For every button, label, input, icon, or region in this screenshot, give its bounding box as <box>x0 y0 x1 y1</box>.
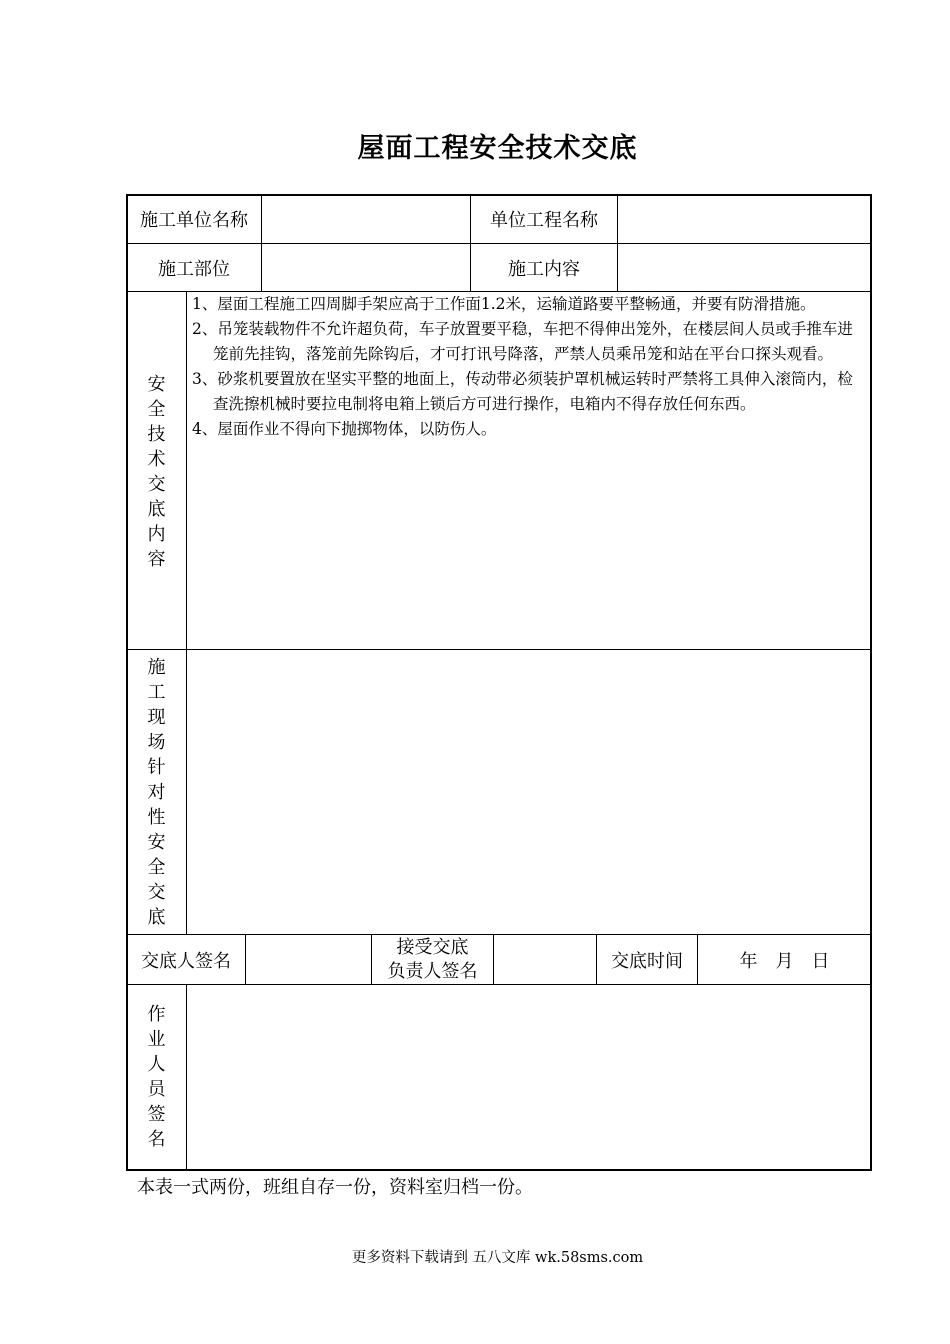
receiver-signature-field[interactable] <box>494 935 596 984</box>
document-title: 屋面工程安全技术交底 <box>357 133 638 164</box>
unit-name-field[interactable] <box>262 195 470 243</box>
safety-item: 2、吊笼装载物件不允许超负荷，车子放置要平稳，车把不得伸出笼外，在楼层间人员或手推车进笼前先挂钩，落笼前先除钩后，才可打讯号降落，严禁人员乘吊笼和站在平台口探头观看。 <box>192 320 853 363</box>
page-footer: 更多资料下载请到 五八文库 wk.58sms.com <box>351 1250 644 1266</box>
project-name-field[interactable] <box>618 195 871 243</box>
project-name-label: 单位工程名称 <box>490 210 598 231</box>
presenter-signature-field[interactable] <box>246 935 371 984</box>
location-label: 施工部位 <box>158 258 230 280</box>
presenter-signature-label: 交底人签名 <box>141 950 231 972</box>
safety-item: 4、屋面作业不得向下抛掷物体，以防伤人。 <box>192 420 497 438</box>
safety-content-label: 安全技术交底内容 <box>147 374 166 570</box>
workers-signature-field[interactable] <box>187 985 871 1170</box>
site-specific-field[interactable] <box>187 650 871 934</box>
form-note: 本表一式两份，班组自存一份，资料室归档一份。 <box>137 1177 533 1198</box>
safety-item: 1、屋面工程施工四周脚手架应高于工作面1.2米，运输道路要平整畅通，并要有防滑措施。 <box>192 295 816 313</box>
safety-item: 3、砂浆机要置放在坚实平整的地面上，传动带必须装护罩机械运转时严禁将工具伸入滚筒内，检查洗擦机械时要拉电制将电箱上锁后方可进行操作，电箱内不得存放任何东西。 <box>192 370 853 413</box>
site-specific-label: 施工现场针对性安全交底 <box>147 657 166 928</box>
work-content-label: 施工内容 <box>508 258 580 280</box>
receiver-signature-label: 接受交底 负责人签名 <box>387 936 478 982</box>
safety-content-body <box>192 292 866 442</box>
work-content-field[interactable] <box>618 244 871 291</box>
disclosure-date-field[interactable]: 年 月 日 <box>739 950 830 972</box>
unit-name-label: 施工单位名称 <box>140 210 248 231</box>
disclosure-time-label: 交底时间 <box>611 950 683 972</box>
location-field[interactable] <box>262 244 470 291</box>
workers-signature-label: 作业人员签名 <box>147 1004 166 1150</box>
